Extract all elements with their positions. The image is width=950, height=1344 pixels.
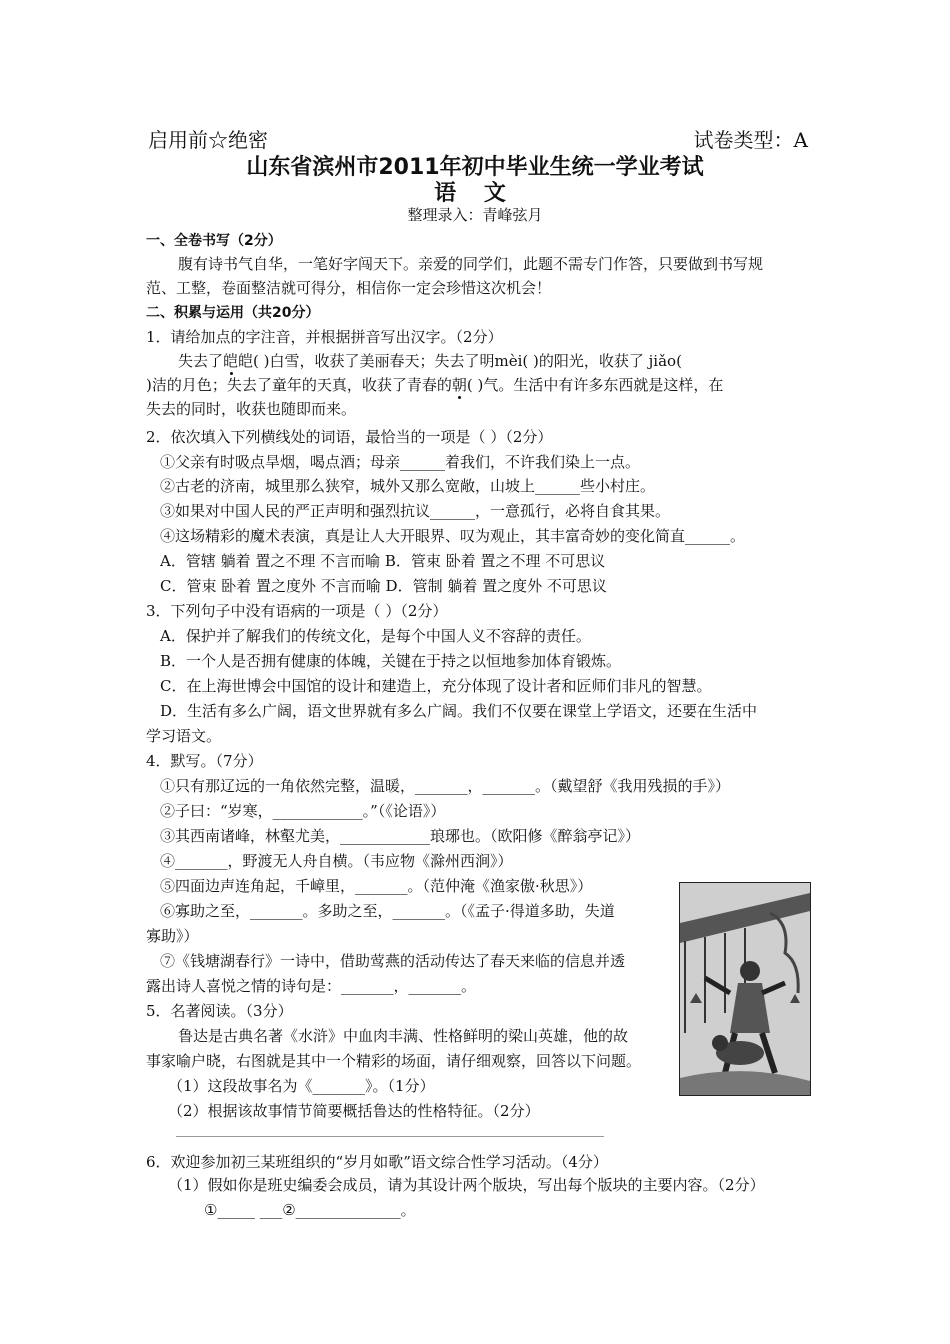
exam-title: 山东省滨州市2011年初中毕业生统一学业考试 — [246, 155, 704, 180]
subject-title: 语 文 — [434, 181, 516, 206]
q1-line1-a: 失去了 — [178, 352, 224, 370]
q2-stem: 2．依次填入下列横线处的词语，最恰当的一项是（ ）（2分） — [146, 428, 553, 446]
section-1-text-line1: 腹有诗书气自华，一笔好字闯天下。亲爱的同学们，此题不需专门作答，只要做到书写规 — [178, 255, 764, 273]
paper-type-label: 试卷类型：A — [693, 128, 808, 152]
section-2-heading: 二、积累与运用（共20分） — [146, 305, 320, 321]
dotted-char-zhao: 朝 — [451, 376, 467, 394]
q4-item-6-line1: ⑥寡助之至，_______。多助之至，_______。（《孟子·得道多助，失道 — [160, 902, 615, 920]
q1-line1-b: 皑( )白雪，收获了美丽春天；失去了明mèi( )的阳光，收获了 jiǎo( — [238, 352, 682, 370]
section-1-text-line2: 范、工整，卷面整洁就可得分，相信你一定会珍惜这次机会！ — [146, 279, 552, 297]
q1-line2-a: )洁的月色；失去了童年的天真，收获了青春的 — [146, 376, 452, 394]
q5-sub-2: （2）根据该故事情节简要概括鲁达的性格特征。（2分） — [168, 1102, 540, 1120]
editor-credit: 整理录入：青峰弦月 — [407, 206, 543, 224]
q2-sentence-1: ①父亲有时吸点旱烟，喝点酒；母亲______着我们，不许我们染上一点。 — [160, 453, 641, 471]
q5-stem: 5．名著阅读。（3分） — [146, 1002, 293, 1020]
q2-sentence-4: ④这场精彩的魔术表演，真是让人大开眼界、叹为观止，其丰富奇妙的变化简直______。 — [160, 527, 746, 545]
q4-item-3: ③其西南诸峰，林壑尤美，____________琅琊也。（欧阳修《醉翁亭记》） — [160, 827, 641, 845]
q5-para-line2: 事家喻户晓，右图就是其中一个精彩的场面，请仔细观察，回答以下问题。 — [146, 1052, 642, 1070]
q6-stem: 6．欢迎参加初三某班组织的“岁月如歌”语文综合性学习活动。（4分） — [146, 1153, 608, 1171]
woodcut-illustration-icon — [680, 883, 810, 1095]
q2-sentence-2: ②古老的济南，城里那么狭窄，城外又那么宽敞，山坡上______些小村庄。 — [160, 477, 656, 495]
q3-option-c: C．在上海世博会中国馆的设计和建造上，充分体现了设计者和匠师们非凡的智慧。 — [160, 677, 712, 695]
q2-options-ab: A．管辖 躺着 置之不理 不言而喻 B．管束 卧着 置之不理 不可思议 — [160, 552, 606, 570]
q3-option-a: A．保护并了解我们的传统文化，是每个中国人义不容辞的责任。 — [160, 627, 591, 645]
q2-options-cd: C．管束 卧着 置之度外 不言而喻 D．管制 躺着 置之度外 不可思议 — [160, 577, 607, 595]
q3-option-d-line1: D．生活有多么广阔，语文世界就有多么广阔。我们不仅要在课堂上学语文，还要在生活中 — [160, 702, 758, 720]
confidential-label: 启用前☆绝密 — [148, 128, 268, 152]
q1-line2-b: ( )气。生活中有许多东西就是这样，在 — [466, 376, 724, 394]
q4-item-5: ⑤四面边声连角起，千嶂里，_______。（范仲淹《渔家傲·秋思》） — [160, 877, 593, 895]
q4-item-4: ④_______，野渡无人舟自横。（韦应物《滁州西涧》） — [160, 852, 513, 870]
dotted-char-ai: 皑 — [223, 352, 239, 370]
q4-item-7-line2: 露出诗人喜悦之情的诗句是：_______，_______。 — [146, 977, 477, 995]
q5-answer-line — [176, 1136, 604, 1137]
q1-line3: 失去的同时，收获也随即而来。 — [146, 400, 357, 418]
q4-stem: 4．默写。（7分） — [146, 752, 263, 770]
q2-sentence-3: ③如果对中国人民的严正声明和强烈抗议______，一意孤行，必将自食其果。 — [160, 502, 671, 520]
q1-line1 — [178, 350, 682, 371]
q4-item-7-line1: ⑦《钱塘湖春行》一诗中，借助莺燕的活动传达了春天来临的信息并透 — [160, 952, 626, 970]
q6-answer-blanks: ①_____ ___②______________。 — [204, 1201, 416, 1219]
q4-item-6-line2: 寡助》） — [146, 927, 199, 945]
q3-option-d-line2: 学习语文。 — [146, 727, 222, 745]
q4-item-1: ①只有那辽远的一角依然完整，温暖，_______，_______。（戴望舒《我用残损的手》） — [160, 777, 731, 795]
q1-line2 — [146, 374, 723, 395]
q6-sub-1: （1）假如你是班史编委会成员，请为其设计两个版块，写出每个版块的主要内容。（2分） — [168, 1176, 765, 1194]
q5-sub-1: （1）这段故事名为《_______》。（1分） — [168, 1077, 435, 1095]
q5-para-line1: 鲁达是古典名著《水浒》中血肉丰满、性格鲜明的梁山英雄，他的故 — [178, 1027, 629, 1045]
lu-da-illustration — [679, 882, 811, 1096]
q3-option-b: B．一个人是否拥有健康的体魄，关键在于持之以恒地参加体育锻炼。 — [160, 652, 622, 670]
q4-item-2: ②子曰：“岁寒，____________。”（《论语》） — [160, 802, 446, 820]
q1-stem: 1．请给加点的字注音，并根据拼音写出汉字。（2分） — [146, 328, 503, 346]
q3-stem: 3．下列句子中没有语病的一项是（ ）（2分） — [146, 602, 448, 620]
section-1-heading: 一、全卷书写（2分） — [146, 233, 282, 249]
